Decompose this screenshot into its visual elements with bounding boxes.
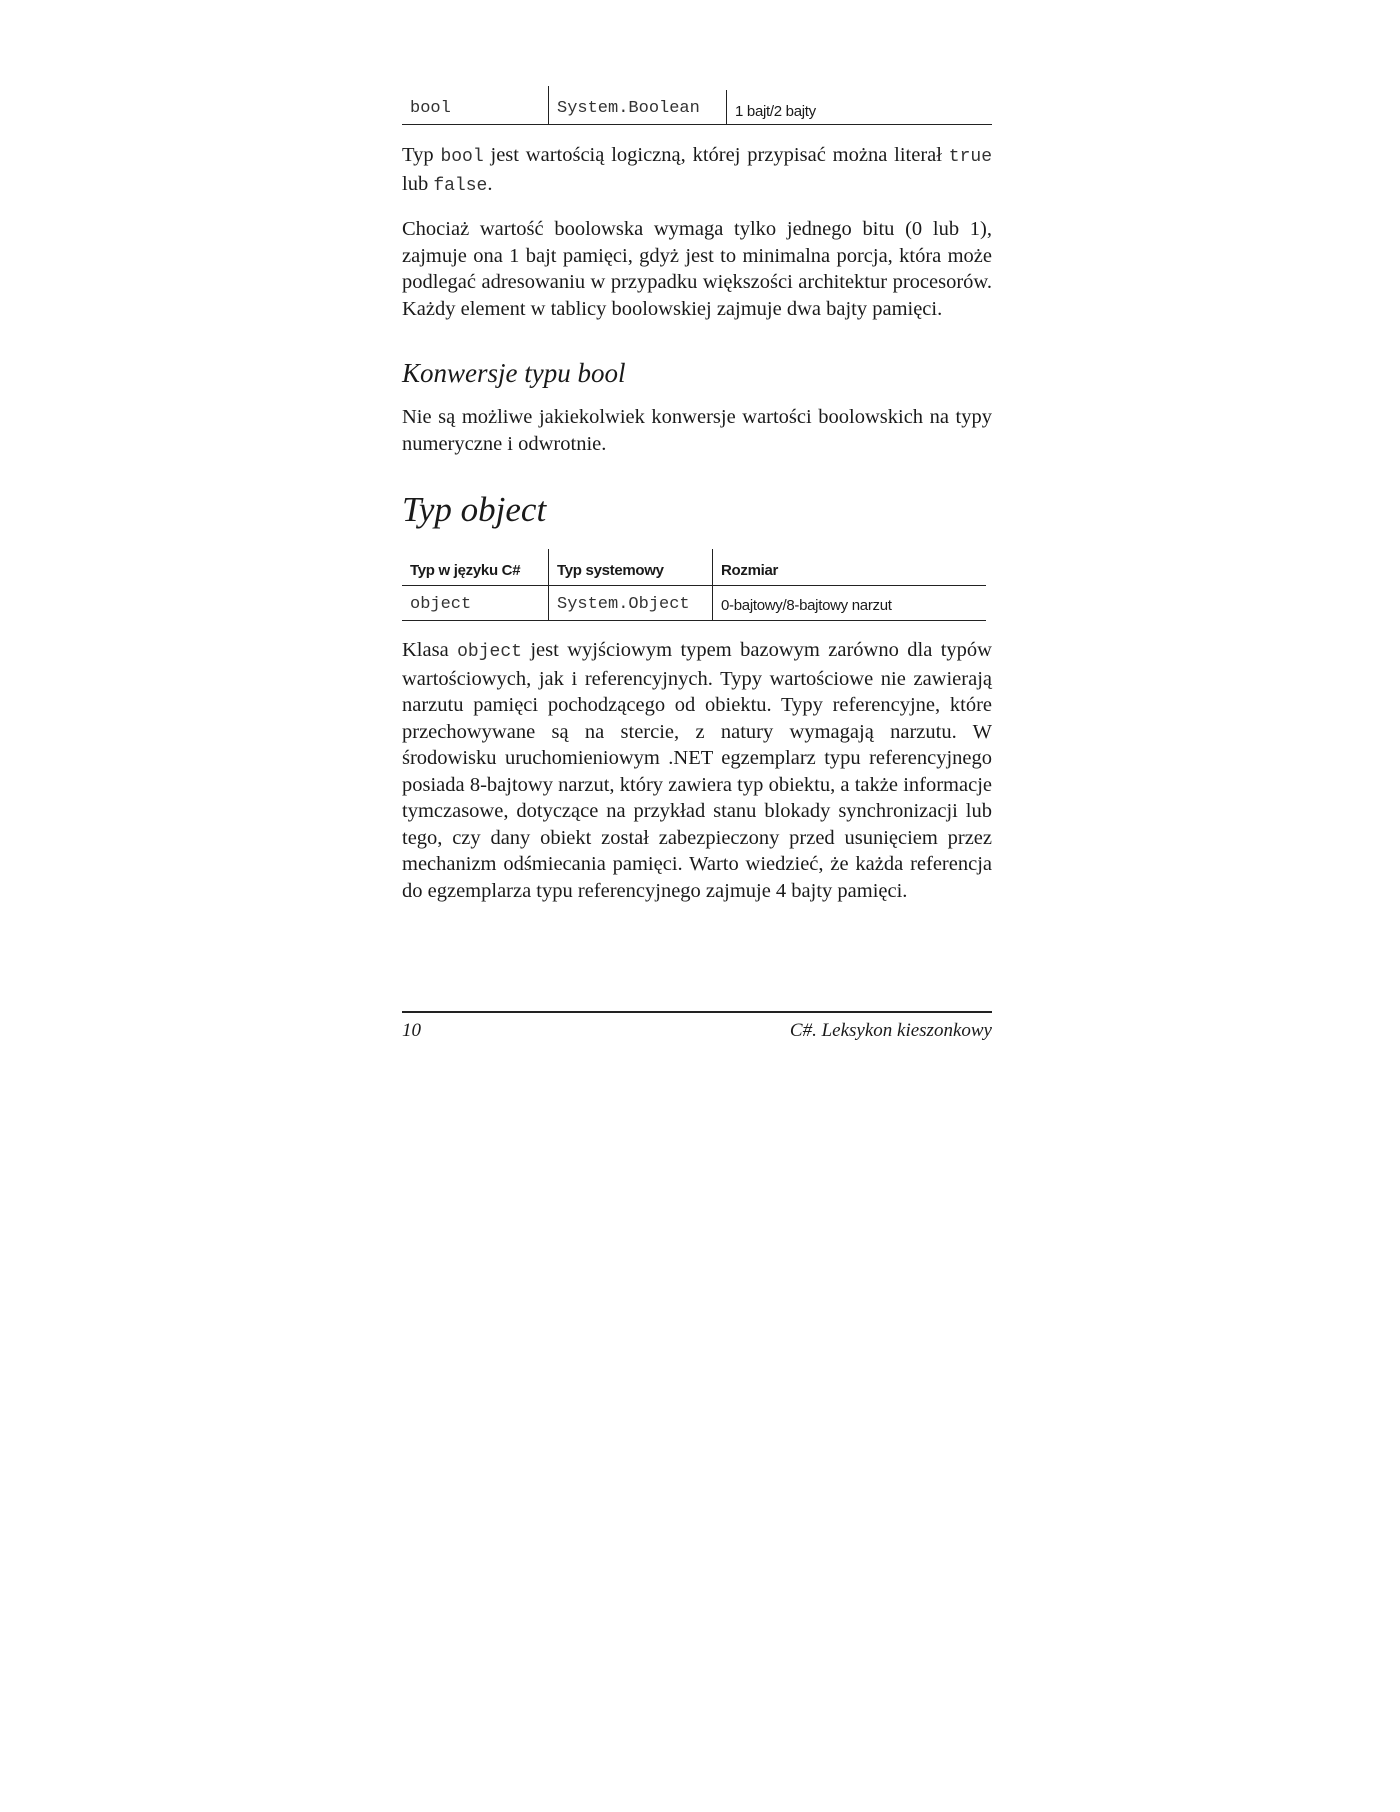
bool-size-cell: 1 bajt/2 bajty — [726, 90, 992, 124]
page-footer — [402, 1020, 992, 1042]
inline-code: object — [457, 642, 522, 662]
object-description-paragraph: Klasa object jest wyjściowym typem bazowym zarówno dla typów wartościowych, jak i referencyjnych. Typy wartościowe nie zawierają narzutu pamięci pochodzącego od obiektu. Typy referencyjne, które przechowywane są na stercie, z natury wymagają narzutu. W środowisku uruchomieniowym .NET egzemplarz typu referencyjnego posiada 8-bajtowy narzut, który zawiera typ obiektu, a także informacje tymczasowe, dotyczące na przykład stanu blokady synchronizacji lub tego, czy dany obiekt został zabezpieczony przed usunięciem przez mechanizm odśmiecania pamięci. Warto wiedzieć, że każda referencja do egzemplarza typu referencyjnego zajmuje 4 bajty pamięci. — [402, 639, 992, 902]
table-header-cell: Typ w języku C# — [410, 562, 521, 579]
table-header-cell: Rozmiar — [712, 549, 986, 585]
inline-code: bool — [440, 147, 484, 167]
page-number: 10 — [402, 1020, 421, 1041]
inline-code: true — [948, 147, 993, 167]
table-header-cell: Typ systemowy — [548, 549, 712, 585]
bool-memory-paragraph: Chociaż wartość boolowska wymaga tylko jednego bitu (0 lub 1), zajmuje ona 1 bajt pamięci, gdyż jest to minimalna porcja, która może podlegać adresowaniu w przypadku większości architektur procesorów. Każdy element w tablicy boolowskiej zajmuje dwa bajty pamięci. — [402, 218, 992, 320]
conversion-paragraph: Nie są możliwe jakiekolwiek konwersje wartości boolowskich na typy numeryczne i odwrotnie. — [402, 406, 992, 455]
object-table-row — [402, 586, 986, 621]
object-section-heading: Typ object — [402, 490, 547, 529]
bool-type-cell: bool — [410, 99, 451, 118]
bool-system-type-cell: System.Boolean — [548, 86, 726, 124]
book-title: C#. Leksykon kieszonkowy — [789, 1020, 992, 1041]
page-content — [402, 86, 992, 904]
conversion-heading: Konwersje typu bool — [402, 358, 626, 388]
object-table-header-row — [402, 549, 986, 586]
table-cell: object — [410, 595, 472, 614]
table-cell: 0-bajtowy/8-bajtowy narzut — [712, 586, 986, 620]
footer-divider — [402, 1011, 992, 1013]
object-type-table — [402, 549, 986, 621]
bool-table-row — [402, 86, 992, 125]
table-cell: System.Object — [548, 586, 712, 620]
bool-description-paragraph: Typ bool jest wartością logiczną, której przypisać można literał true lub false. — [402, 144, 993, 196]
inline-code: false — [433, 175, 488, 196]
